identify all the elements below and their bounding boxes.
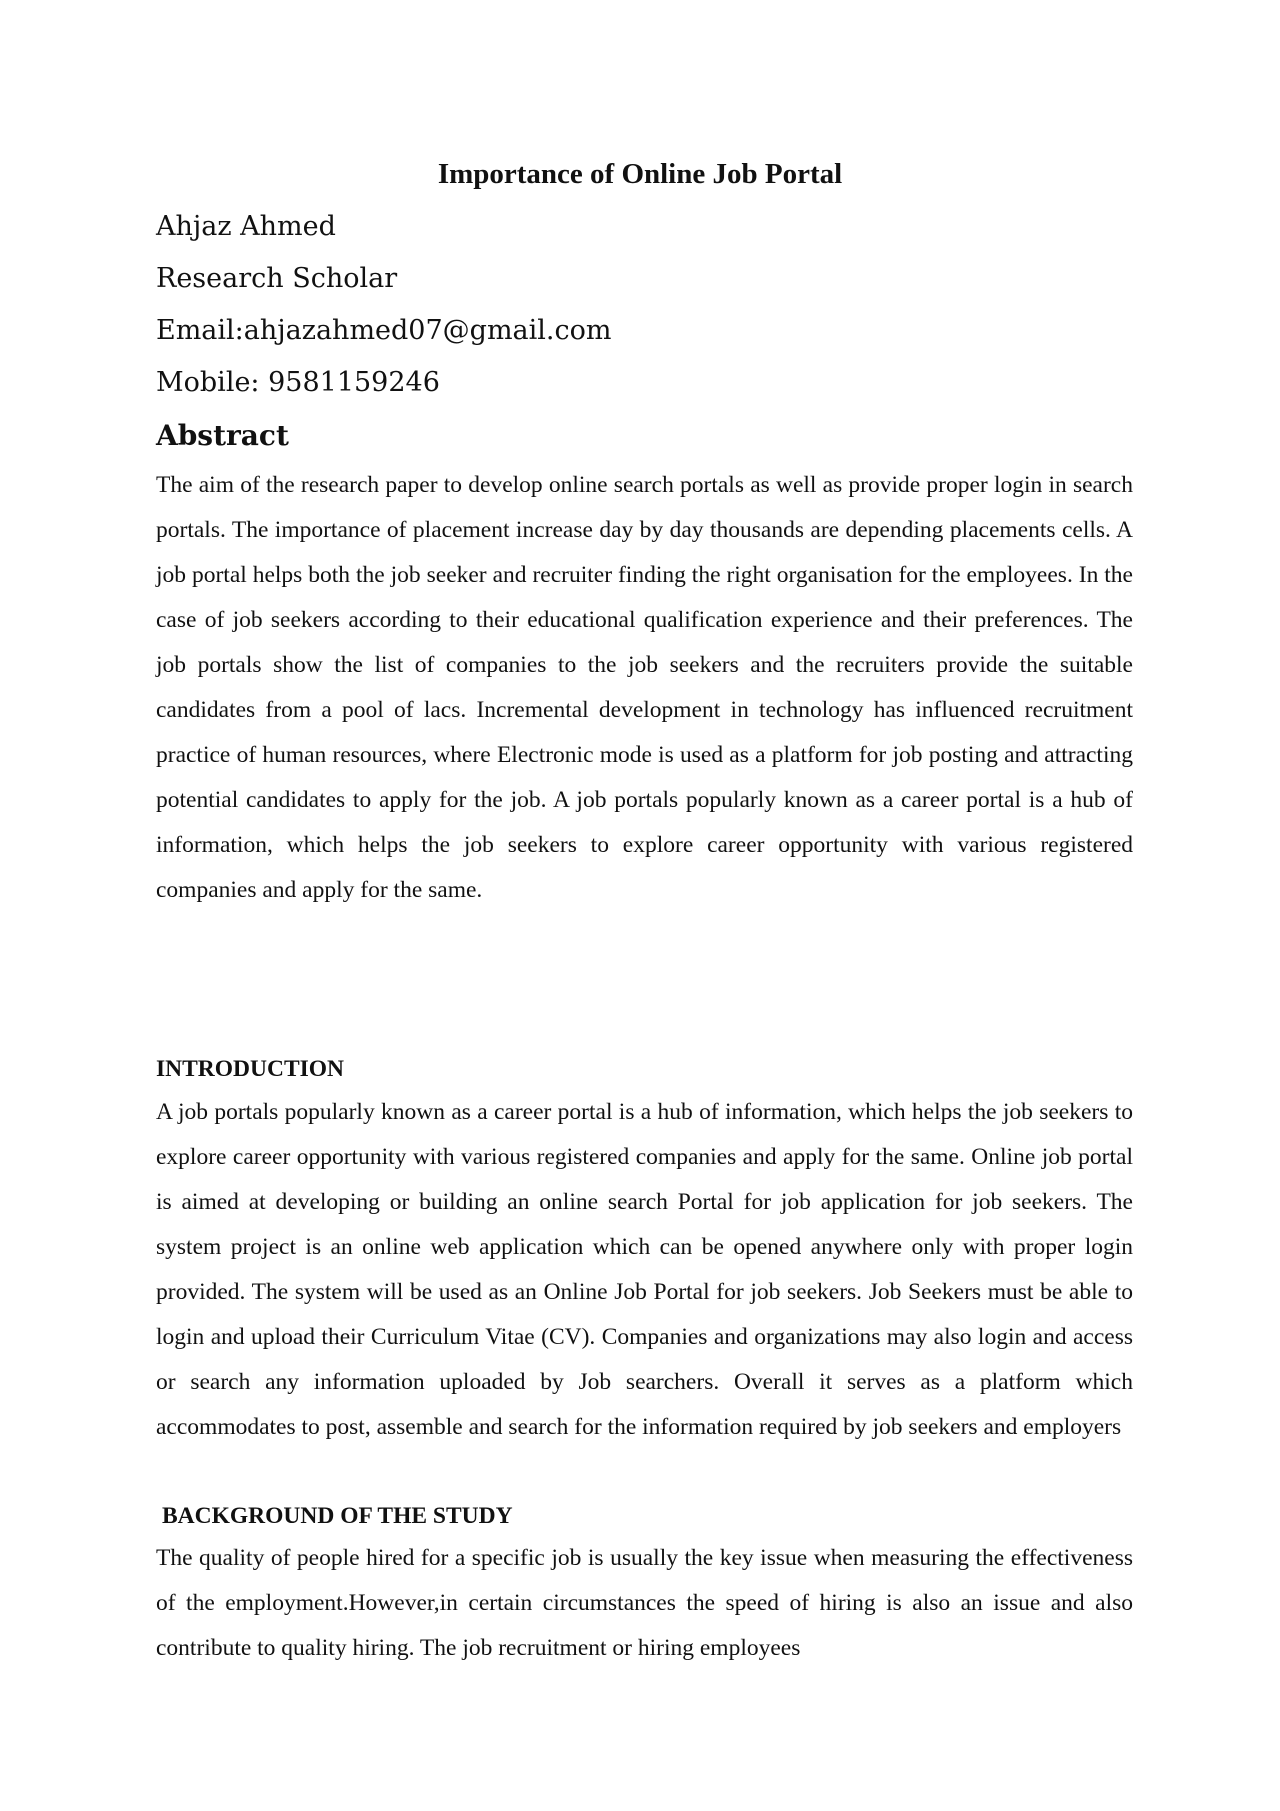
author-role: Research Scholar	[156, 263, 398, 294]
author-mobile: Mobile: 9581159246	[156, 367, 440, 398]
abstract-text: The aim of the research paper to develop online search portals as well as provide proper login in search portals. The importance of placement increase day by day thousands are depending placements cells. A job portal helps both the job seeker and recruiter finding the right organisation for the employees. In the case of job seekers according to their educational qualification experience and their preferences. The job portals show the list of companies to the job seekers and the recruiters provide the suitable candidates from a pool of lacs. Incremental development in technology has influenced recruitment practice of human resources, where Electronic mode is used as a platform for job posting and attracting potential candidates to apply for the job. A job portals popularly known as a career portal is a hub of information, which helps the job seekers to explore career opportunity with various registered companies and apply for the same.	[156, 472, 1133, 903]
background-heading: BACKGROUND OF THE STUDY	[162, 1503, 513, 1529]
abstract-heading: Abstract	[156, 419, 289, 452]
paper-title: Importance of Online Job Portal	[437, 158, 843, 190]
author-name: Ahjaz Ahmed	[156, 211, 336, 242]
introduction-heading: INTRODUCTION	[156, 1056, 345, 1082]
introduction-text: A job portals popularly known as a career portal is a hub of information, which helps the job seekers to explore career opportunity with various registered companies and apply for the same. Online job portal is aimed at developing or building an online search Portal for job application for job seekers. The system project is an online web application which can be opened anywhere only with proper login provided. The system will be used as an Online Job Portal for job seekers. Job Seekers must be able to login and upload their Curriculum Vitae (CV). Companies and organizations may also login and access or search any information uploaded by Job searchers. Overall it serves as a platform which accommodates to post, assemble and search for the information required by job seekers and employers	[156, 1099, 1133, 1440]
background-text: The quality of people hired for a specific job is usually the key issue when measuring the effectiveness of the employment.However,in certain circumstances the speed of hiring is also an issue and also contribute to quality hiring. The job recruitment or hiring employees	[156, 1545, 1133, 1661]
author-email: Email:ahjazahmed07@gmail.com	[156, 315, 612, 346]
